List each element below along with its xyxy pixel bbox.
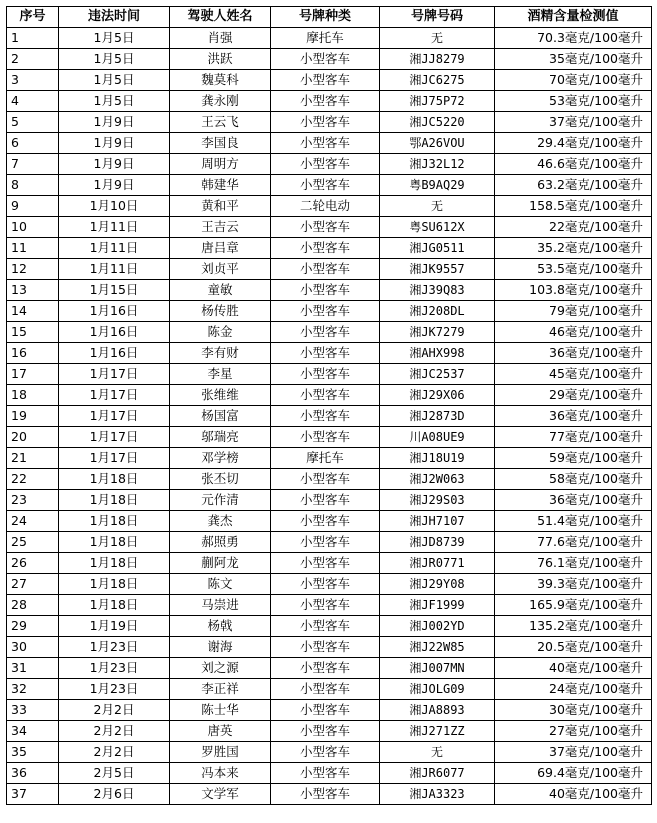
serial-cell: 14	[7, 301, 59, 322]
plate-type-cell: 小型客车	[271, 700, 380, 721]
plate-type-cell: 小型客车	[271, 217, 380, 238]
table-row	[7, 70, 652, 91]
alcohol-level-cell: 29毫克/100毫升	[495, 385, 652, 406]
table-row	[7, 553, 652, 574]
plate-number-cell: 鄂A26VOU	[380, 133, 495, 154]
plate-number-cell: 湘J2W063	[380, 469, 495, 490]
date-cell: 1月18日	[59, 511, 170, 532]
driver-name-cell: 文学军	[170, 784, 271, 805]
table-row	[7, 112, 652, 133]
plate-type-cell: 二轮电动	[271, 196, 380, 217]
alcohol-level-cell: 76.1毫克/100毫升	[495, 553, 652, 574]
plate-type-cell: 摩托车	[271, 28, 380, 49]
table-row	[7, 133, 652, 154]
date-cell: 1月5日	[59, 49, 170, 70]
plate-number-cell: 湘JA3323	[380, 784, 495, 805]
alcohol-level-cell: 158.5毫克/100毫升	[495, 196, 652, 217]
driver-name-cell: 刘之源	[170, 658, 271, 679]
table-row	[7, 385, 652, 406]
date-cell: 2月2日	[59, 742, 170, 763]
plate-type-cell: 小型客车	[271, 574, 380, 595]
date-cell: 1月10日	[59, 196, 170, 217]
header-plate-type: 号牌种类	[271, 7, 380, 28]
driver-name-cell: 童敏	[170, 280, 271, 301]
serial-cell: 27	[7, 574, 59, 595]
driver-name-cell: 肖强	[170, 28, 271, 49]
driver-name-cell: 杨传胜	[170, 301, 271, 322]
plate-number-cell: 湘JF1999	[380, 595, 495, 616]
plate-number-cell: 湘J271ZZ	[380, 721, 495, 742]
alcohol-level-cell: 103.8毫克/100毫升	[495, 280, 652, 301]
table-row	[7, 721, 652, 742]
table-row	[7, 154, 652, 175]
serial-cell: 24	[7, 511, 59, 532]
date-cell: 1月9日	[59, 133, 170, 154]
driver-name-cell: 陈金	[170, 322, 271, 343]
table-row	[7, 28, 652, 49]
plate-number-cell: 湘AHX998	[380, 343, 495, 364]
driver-name-cell: 谢海	[170, 637, 271, 658]
plate-type-cell: 小型客车	[271, 511, 380, 532]
date-cell: 2月2日	[59, 721, 170, 742]
plate-type-cell: 小型客车	[271, 175, 380, 196]
serial-cell: 10	[7, 217, 59, 238]
plate-type-cell: 小型客车	[271, 637, 380, 658]
alcohol-level-cell: 58毫克/100毫升	[495, 469, 652, 490]
plate-number-cell: 湘J007MN	[380, 658, 495, 679]
driver-name-cell: 元作清	[170, 490, 271, 511]
date-cell: 1月17日	[59, 385, 170, 406]
plate-type-cell: 小型客车	[271, 469, 380, 490]
date-cell: 1月15日	[59, 280, 170, 301]
serial-cell: 33	[7, 700, 59, 721]
driver-name-cell: 魏莫科	[170, 70, 271, 91]
driver-name-cell: 李星	[170, 364, 271, 385]
alcohol-level-cell: 70.3毫克/100毫升	[495, 28, 652, 49]
date-cell: 1月18日	[59, 490, 170, 511]
driver-name-cell: 唐英	[170, 721, 271, 742]
date-cell: 1月11日	[59, 259, 170, 280]
plate-number-cell: 湘J002YD	[380, 616, 495, 637]
table-row	[7, 469, 652, 490]
plate-number-cell: 川A08UE9	[380, 427, 495, 448]
alcohol-level-cell: 135.2毫克/100毫升	[495, 616, 652, 637]
alcohol-level-cell: 24毫克/100毫升	[495, 679, 652, 700]
plate-number-cell: 湘J29S03	[380, 490, 495, 511]
drunk-driving-table	[6, 6, 652, 805]
table-row	[7, 595, 652, 616]
driver-name-cell: 蒯阿龙	[170, 553, 271, 574]
plate-number-cell: 湘J22W85	[380, 637, 495, 658]
plate-type-cell: 小型客车	[271, 553, 380, 574]
table-row	[7, 49, 652, 70]
plate-type-cell: 小型客车	[271, 658, 380, 679]
plate-number-cell: 湘JR0771	[380, 553, 495, 574]
driver-name-cell: 邓学榜	[170, 448, 271, 469]
alcohol-level-cell: 77毫克/100毫升	[495, 427, 652, 448]
date-cell: 1月5日	[59, 70, 170, 91]
alcohol-level-cell: 46毫克/100毫升	[495, 322, 652, 343]
serial-cell: 15	[7, 322, 59, 343]
table-row	[7, 427, 652, 448]
alcohol-level-cell: 37毫克/100毫升	[495, 112, 652, 133]
date-cell: 2月2日	[59, 700, 170, 721]
plate-type-cell: 小型客车	[271, 91, 380, 112]
serial-cell: 26	[7, 553, 59, 574]
date-cell: 1月17日	[59, 364, 170, 385]
serial-cell: 17	[7, 364, 59, 385]
table-row	[7, 532, 652, 553]
serial-cell: 25	[7, 532, 59, 553]
plate-type-cell: 小型客车	[271, 532, 380, 553]
alcohol-level-cell: 30毫克/100毫升	[495, 700, 652, 721]
plate-number-cell: 无	[380, 196, 495, 217]
table-row	[7, 322, 652, 343]
table-row	[7, 238, 652, 259]
driver-name-cell: 洪跃	[170, 49, 271, 70]
table-row	[7, 616, 652, 637]
serial-cell: 8	[7, 175, 59, 196]
alcohol-level-cell: 36毫克/100毫升	[495, 490, 652, 511]
serial-cell: 36	[7, 763, 59, 784]
alcohol-level-cell: 40毫克/100毫升	[495, 658, 652, 679]
plate-number-cell: 粤B9AQ29	[380, 175, 495, 196]
date-cell: 1月23日	[59, 679, 170, 700]
serial-cell: 19	[7, 406, 59, 427]
plate-type-cell: 小型客车	[271, 406, 380, 427]
plate-type-cell: 小型客车	[271, 595, 380, 616]
alcohol-level-cell: 53.5毫克/100毫升	[495, 259, 652, 280]
alcohol-level-cell: 35.2毫克/100毫升	[495, 238, 652, 259]
plate-number-cell: 湘JC2537	[380, 364, 495, 385]
serial-cell: 6	[7, 133, 59, 154]
alcohol-level-cell: 53毫克/100毫升	[495, 91, 652, 112]
header-driver-name: 驾驶人姓名	[170, 7, 271, 28]
serial-cell: 31	[7, 658, 59, 679]
driver-name-cell: 张丕切	[170, 469, 271, 490]
plate-type-cell: 小型客车	[271, 742, 380, 763]
plate-type-cell: 小型客车	[271, 112, 380, 133]
header-plate-number: 号牌号码	[380, 7, 495, 28]
alcohol-level-cell: 63.2毫克/100毫升	[495, 175, 652, 196]
plate-type-cell: 小型客车	[271, 70, 380, 91]
table-row	[7, 175, 652, 196]
plate-number-cell: 湘JG0511	[380, 238, 495, 259]
driver-name-cell: 王云飞	[170, 112, 271, 133]
table-row	[7, 301, 652, 322]
table-row	[7, 574, 652, 595]
table-row	[7, 343, 652, 364]
driver-name-cell: 唐吕章	[170, 238, 271, 259]
plate-number-cell: 湘JH7107	[380, 511, 495, 532]
serial-cell: 32	[7, 679, 59, 700]
serial-cell: 30	[7, 637, 59, 658]
driver-name-cell: 马崇进	[170, 595, 271, 616]
date-cell: 1月9日	[59, 154, 170, 175]
table-row	[7, 763, 652, 784]
date-cell: 1月11日	[59, 238, 170, 259]
serial-cell: 34	[7, 721, 59, 742]
plate-number-cell: 湘J2873D	[380, 406, 495, 427]
alcohol-level-cell: 22毫克/100毫升	[495, 217, 652, 238]
driver-name-cell: 周明方	[170, 154, 271, 175]
driver-name-cell: 韩建华	[170, 175, 271, 196]
plate-number-cell: 湘JC5220	[380, 112, 495, 133]
plate-number-cell: 粤SU612X	[380, 217, 495, 238]
plate-type-cell: 小型客车	[271, 679, 380, 700]
plate-number-cell: 湘JR6077	[380, 763, 495, 784]
date-cell: 1月23日	[59, 658, 170, 679]
alcohol-level-cell: 35毫克/100毫升	[495, 49, 652, 70]
table-row	[7, 700, 652, 721]
driver-name-cell: 张维维	[170, 385, 271, 406]
plate-number-cell: 湘JOLG09	[380, 679, 495, 700]
driver-name-cell: 王吉云	[170, 217, 271, 238]
serial-cell: 4	[7, 91, 59, 112]
plate-number-cell: 无	[380, 742, 495, 763]
alcohol-level-cell: 79毫克/100毫升	[495, 301, 652, 322]
serial-cell: 5	[7, 112, 59, 133]
header-alcohol-level: 酒精含量检测值	[495, 7, 652, 28]
driver-name-cell: 刘贞平	[170, 259, 271, 280]
plate-type-cell: 小型客车	[271, 154, 380, 175]
table-row	[7, 217, 652, 238]
plate-number-cell: 湘J29Y08	[380, 574, 495, 595]
plate-number-cell: 湘J29X06	[380, 385, 495, 406]
driver-name-cell: 黄和平	[170, 196, 271, 217]
alcohol-level-cell: 59毫克/100毫升	[495, 448, 652, 469]
table-row	[7, 511, 652, 532]
table-row	[7, 448, 652, 469]
table-body	[7, 28, 652, 805]
table-row	[7, 784, 652, 805]
plate-type-cell: 小型客车	[271, 616, 380, 637]
driver-name-cell: 杨戟	[170, 616, 271, 637]
serial-cell: 9	[7, 196, 59, 217]
plate-number-cell: 湘JD8739	[380, 532, 495, 553]
driver-name-cell: 李正祥	[170, 679, 271, 700]
driver-name-cell: 陈文	[170, 574, 271, 595]
date-cell: 1月18日	[59, 574, 170, 595]
driver-name-cell: 冯本来	[170, 763, 271, 784]
alcohol-level-cell: 40毫克/100毫升	[495, 784, 652, 805]
driver-name-cell: 李国良	[170, 133, 271, 154]
table-row	[7, 364, 652, 385]
date-cell: 1月18日	[59, 553, 170, 574]
date-cell: 1月9日	[59, 175, 170, 196]
plate-number-cell: 湘JC6275	[380, 70, 495, 91]
plate-number-cell: 湘J208DL	[380, 301, 495, 322]
alcohol-level-cell: 20.5毫克/100毫升	[495, 637, 652, 658]
alcohol-level-cell: 29.4毫克/100毫升	[495, 133, 652, 154]
plate-type-cell: 小型客车	[271, 784, 380, 805]
date-cell: 2月6日	[59, 784, 170, 805]
table-row	[7, 637, 652, 658]
serial-cell: 21	[7, 448, 59, 469]
header-serial: 序号	[7, 7, 59, 28]
date-cell: 1月11日	[59, 217, 170, 238]
date-cell: 1月5日	[59, 91, 170, 112]
serial-cell: 2	[7, 49, 59, 70]
alcohol-level-cell: 70毫克/100毫升	[495, 70, 652, 91]
driver-name-cell: 龚杰	[170, 511, 271, 532]
plate-number-cell: 湘JJ8279	[380, 49, 495, 70]
alcohol-level-cell: 45毫克/100毫升	[495, 364, 652, 385]
driver-name-cell: 陈士华	[170, 700, 271, 721]
date-cell: 1月18日	[59, 595, 170, 616]
date-cell: 1月16日	[59, 322, 170, 343]
serial-cell: 1	[7, 28, 59, 49]
header-row	[7, 7, 652, 28]
date-cell: 1月17日	[59, 448, 170, 469]
date-cell: 2月5日	[59, 763, 170, 784]
date-cell: 1月23日	[59, 637, 170, 658]
serial-cell: 13	[7, 280, 59, 301]
alcohol-level-cell: 36毫克/100毫升	[495, 343, 652, 364]
plate-number-cell: 湘J18U19	[380, 448, 495, 469]
plate-type-cell: 小型客车	[271, 238, 380, 259]
plate-type-cell: 小型客车	[271, 280, 380, 301]
plate-type-cell: 小型客车	[271, 49, 380, 70]
plate-number-cell: 湘J32L12	[380, 154, 495, 175]
driver-name-cell: 杨国富	[170, 406, 271, 427]
table-row	[7, 742, 652, 763]
table-row	[7, 91, 652, 112]
serial-cell: 16	[7, 343, 59, 364]
serial-cell: 12	[7, 259, 59, 280]
plate-number-cell: 无	[380, 28, 495, 49]
plate-type-cell: 小型客车	[271, 301, 380, 322]
document-sheet	[6, 6, 652, 805]
serial-cell: 3	[7, 70, 59, 91]
table-row	[7, 259, 652, 280]
plate-type-cell: 小型客车	[271, 427, 380, 448]
table-row	[7, 658, 652, 679]
date-cell: 1月9日	[59, 112, 170, 133]
plate-number-cell: 湘JK9557	[380, 259, 495, 280]
plate-type-cell: 小型客车	[271, 364, 380, 385]
plate-type-cell: 摩托车	[271, 448, 380, 469]
date-cell: 1月16日	[59, 343, 170, 364]
serial-cell: 29	[7, 616, 59, 637]
serial-cell: 18	[7, 385, 59, 406]
alcohol-level-cell: 36毫克/100毫升	[495, 406, 652, 427]
driver-name-cell: 邬瑞亮	[170, 427, 271, 448]
plate-number-cell: 湘J75P72	[380, 91, 495, 112]
driver-name-cell: 郝照勇	[170, 532, 271, 553]
alcohol-level-cell: 39.3毫克/100毫升	[495, 574, 652, 595]
table-row	[7, 679, 652, 700]
date-cell: 1月17日	[59, 406, 170, 427]
serial-cell: 35	[7, 742, 59, 763]
plate-type-cell: 小型客车	[271, 133, 380, 154]
date-cell: 1月19日	[59, 616, 170, 637]
alcohol-level-cell: 27毫克/100毫升	[495, 721, 652, 742]
alcohol-level-cell: 165.9毫克/100毫升	[495, 595, 652, 616]
plate-number-cell: 湘JK7279	[380, 322, 495, 343]
driver-name-cell: 罗胜国	[170, 742, 271, 763]
alcohol-level-cell: 46.6毫克/100毫升	[495, 154, 652, 175]
plate-number-cell: 湘J39Q83	[380, 280, 495, 301]
plate-type-cell: 小型客车	[271, 259, 380, 280]
alcohol-level-cell: 77.6毫克/100毫升	[495, 532, 652, 553]
alcohol-level-cell: 51.4毫克/100毫升	[495, 511, 652, 532]
plate-type-cell: 小型客车	[271, 322, 380, 343]
date-cell: 1月16日	[59, 301, 170, 322]
serial-cell: 7	[7, 154, 59, 175]
serial-cell: 37	[7, 784, 59, 805]
date-cell: 1月17日	[59, 427, 170, 448]
plate-type-cell: 小型客车	[271, 490, 380, 511]
plate-type-cell: 小型客车	[271, 385, 380, 406]
alcohol-level-cell: 69.4毫克/100毫升	[495, 763, 652, 784]
date-cell: 1月18日	[59, 532, 170, 553]
plate-type-cell: 小型客车	[271, 343, 380, 364]
table-row	[7, 406, 652, 427]
serial-cell: 22	[7, 469, 59, 490]
serial-cell: 23	[7, 490, 59, 511]
serial-cell: 20	[7, 427, 59, 448]
driver-name-cell: 龚永刚	[170, 91, 271, 112]
date-cell: 1月5日	[59, 28, 170, 49]
date-cell: 1月18日	[59, 469, 170, 490]
plate-number-cell: 湘JA8893	[380, 700, 495, 721]
serial-cell: 11	[7, 238, 59, 259]
header-violation-date: 违法时间	[59, 7, 170, 28]
alcohol-level-cell: 37毫克/100毫升	[495, 742, 652, 763]
driver-name-cell: 李有财	[170, 343, 271, 364]
table-row	[7, 280, 652, 301]
table-row	[7, 490, 652, 511]
table-row	[7, 196, 652, 217]
serial-cell: 28	[7, 595, 59, 616]
plate-type-cell: 小型客车	[271, 763, 380, 784]
plate-type-cell: 小型客车	[271, 721, 380, 742]
